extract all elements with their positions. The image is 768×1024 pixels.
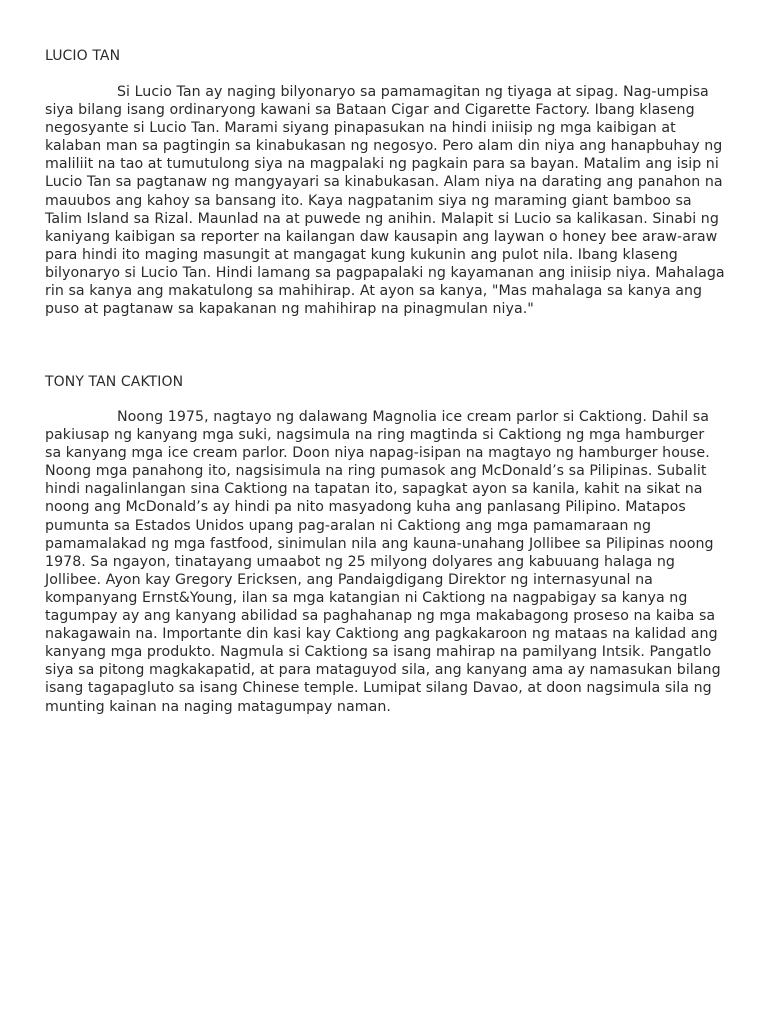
section-title-lucio-tan: LUCIO TAN: [45, 48, 121, 64]
section-body-tony-tan-caktion: Noong 1975, nagtayo ng dalawang Magnolia ice cream parlor si Caktiong. Dahil sa pakiusap ng kanyang mga suki, nagsimula na ring magtinda si Caktiong ng mga hamburger sa kanyang mga ice cream parlor. Doon niya napag-isipan na magtayo ng hamburger house. Noong mga panahong ito, nagsisimula na ring pumasok ang McDonald’s sa Pilipinas. Subalit hindi nagalinlangan sina Caktiong na tapatan ito, sapagkat ayon sa kanila, kahit na sikat na noong ang McDonald’s ay hindi pa nito masyadong kuha ang panlasang Pilipino. Matapos pumunta sa Estados Unidos upang pag-aralan ni Caktiong ang mga pamamaraan ng pamamalakad ng mga fastfood, sinimulan nila ang kauna-unahang Jollibee sa Pilipinas noong 1978. Sa ngayon, tinatayang umaabot ng 25 milyong dolyares ang kabuuang halaga ng Jollibee. Ayon kay Gregory Ericksen, ang Pandaigdigang Direktor ng internasyunal na kompanyang Ernst&Young, ilan sa mga katangian ni Caktiong na nagpabigay sa kanya ng tagumpay ay ang kanyang abilidad sa paghahanap ng mga makabagong proseso na kaiba sa nakagawain na. Importante din kasi kay Caktiong ang pagkakaroon ng mataas na kalidad ang kanyang mga produkto. Nagmula si Caktiong sa isang mahirap na pamilyang Intsik. Pangatlo siya sa pitong magkakapatid, at para mataguyod sila, ang kanyang ama ay namasukan bilang isang tagapagluto sa isang Chinese temple. Lumipat silang Davao, at doon nagsimula sila ng munting kainan na naging matagumpay naman.: [45, 409, 721, 715]
section-title-tony-tan-caktion: TONY TAN CAKTION: [45, 374, 184, 390]
section-body-lucio-tan: Si Lucio Tan ay naging bilyonaryo sa pamamagitan ng tiyaga at sipag. Nag-umpisa siya bilang isang ordinaryong kawani sa Bataan Cigar and Cigarette Factory. Ibang klaseng negosyante si Lucio Tan. Marami siyang pinapasukan na hindi iniisip ng mga kaibigan at kalaban man sa pagtingin sa kinabukasan ng negosyo. Pero alam din niya ang hanapbuhay ng maliliit na tao at tumutulong siya na magpalaki ng pagkain para sa bayan. Matalim ang isip ni Lucio Tan sa pagtanaw ng mangyayari sa kinabukasan. Alam niya na darating ang panahon na mauubos ang kahoy sa bansang ito. Kaya nagpatanim siya ng maraming giant bamboo sa Talim Island sa Rizal. Maunlad na at puwede ng anihin. Malapit si Lucio sa kalikasan. Sinabi ng kaniyang kaibigan sa reporter na kailangan daw kausapin ang laywan o honey bee araw-araw para hindi ito maging masungit at mangagat kung kukunin ang pulot nila. Ibang klaseng bilyonaryo si Lucio Tan. Hindi lamang sa pagpapalaki ng kayamanan ang iniisip niya. Mahalaga rin sa kanya ang makatulong sa mahihirap. At ayon sa kanya, "Mas mahalaga sa kanya ang puso at pagtanaw sa kapakanan ng mahihirap na pinagmulan niya.": [45, 84, 725, 318]
